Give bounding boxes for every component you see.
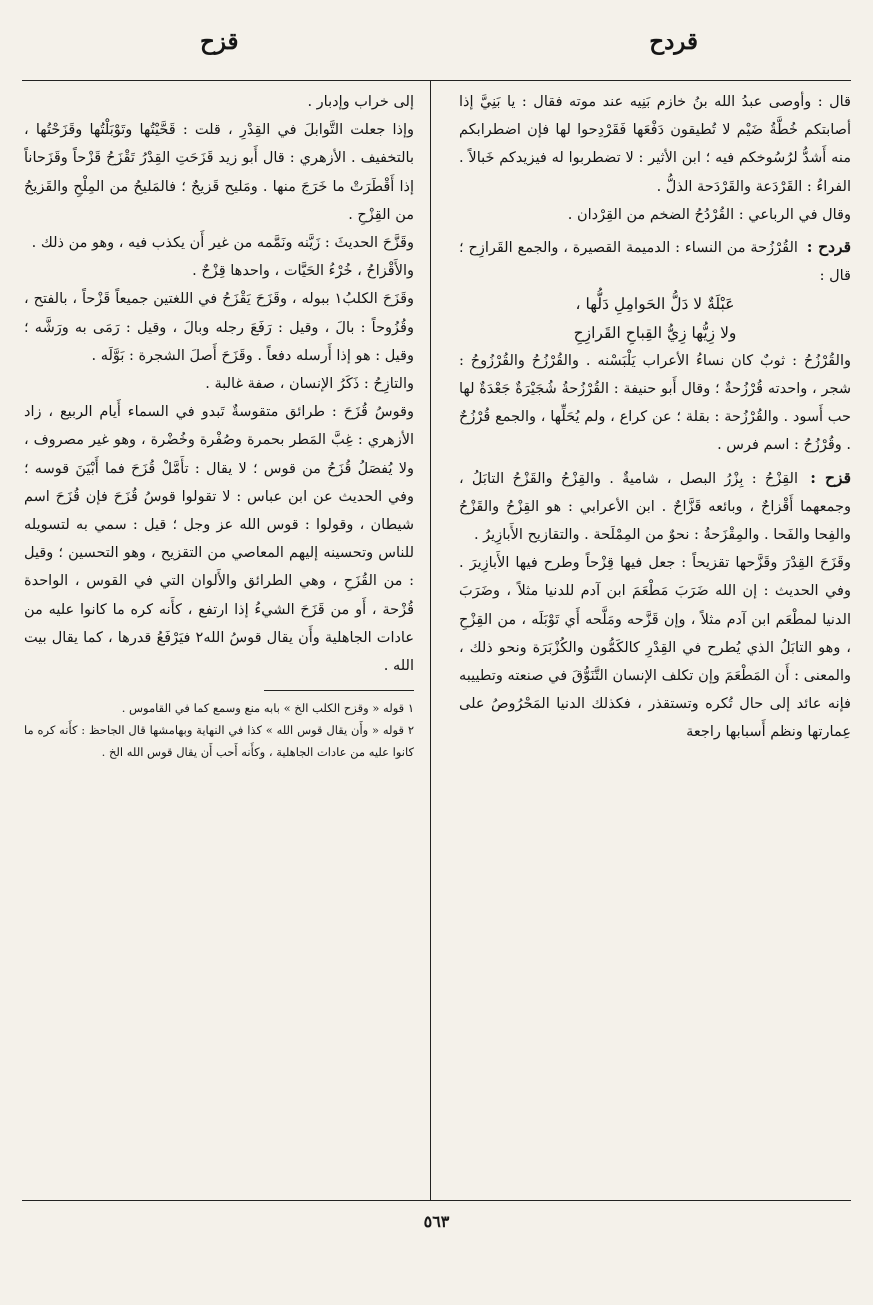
verse-line: عَبْلَةٌ لا دَلُّ الحَوامِلِ دَلُّها ، [575, 295, 735, 314]
paragraph: والتازِحُ : ذَكَرُ الإنسان ، صفة غالبة . [205, 376, 414, 393]
paragraph: وقال في الرباعي : القُرْدُحُ الضخم من القِرْدان . [567, 206, 851, 223]
entry-qazh-intro [459, 464, 851, 550]
paragraph: والقُرْزُحُ : ثوبٌ كان نساءُ الأعراب يَلْبَسْنه . والقُرْزُحُ والقُرْزُوحُ : شجر ، واحدته قُرْزُحةٌ ؛ وقال أَبو حنيفة : القُرْزُحةُ شُجَيْرَةٌ جَعْدَةٌ لها حب أَسود . والقُرْزُحة : بقلة ؛ عن كراع ، ولم يُحَلِّها ، والجمع قُرْزُحٌ . وقُرْزُحُ : اسم فرس . [459, 352, 851, 454]
header-guide-word-right: قردح [649, 28, 698, 55]
headword-qurzuh: قردح : [806, 237, 851, 257]
entry-text: القُرْزُحة من النساء : الدميمة القصيرة ، والجمع القَرازِح ؛ قال : [459, 240, 851, 285]
top-rule [22, 80, 851, 81]
footnote: ١ قوله « وقزح الكلب الخ » بابه منع وسمع كما في القاموس . [121, 701, 414, 716]
footnote: ٢ قوله « وأَن يقال قوس الله » كذا في النهاية وبهامشها قال الجاحظ : كأَنه كره ما كانوا عليه من عادات الجاهلية ، وكأَنه أَحب أَن يقال قوس الله الخ . [24, 723, 414, 760]
paragraph: وقَزَحَ الكلبُ١ ببوله ، وقَزَحَ يَقْزَحُ في اللغتين جميعاً قَزْحاً ، بالفتح ، وقُزُوحاً : بالَ ، وقيل : رَفَعَ رجله وبالَ ، وقيل : رَمَى به ورَشَّه ؛ وقيل : هو إذا أَرسله دفعاً . وقَزَحَ أَصلَ الشجرة : بَوَّلَه . [24, 291, 414, 364]
headword-qazh: قزح : [810, 467, 851, 487]
column-divider [430, 81, 431, 1200]
paragraph: وقَزَحَ القِدْرَ وقَزَّحها تقزيحاً : جعل فيها قِزْحاً وطرح فيها الأَبازِيرَ . وفي الحديث : إن الله ضَرَبَ مَطْعَمَ ابن آدم للدنيا مثلاً ، وضَرَبَ الدنيا لمطْعَم ابن آدم مثلاً ، وإن قَزَّحه ومَلَّحه أَي تَوْبَلَه ، من القِزْحِ ، وهو التابَلُ الذي يُطرح في القِدْرِ كالكَمُّون والكُزْبَرَة ونحو ذلك ، والمعنى : أَن المَطْعَمَ وإن تكلف الإنسان التَّنَوُّقَ في صنعته وتطييبه فإنه عائد إلى حال تُكره وتستقذر ، فكذلك الدنيا المَحْرُوصُ على عِمارتها ونظم أَسبابها راجعة [459, 555, 851, 741]
left-column [24, 88, 414, 1196]
paragraph: وإذا جعلت التَّوابلَ في القِدْرِ ، قلت : قَحَّيْتُها وتَوْبَلْتُها وقَزَحْتُها ، بالتخفيف . الأزهري : قال أَبو زيد قَزَحَتِ القِدْرُ تَقْزَحُ قَزْحاً وقَزَحاناً إذا أَقْطَرَتْ ما خَرَجَ منها . ومَليح قَزيحٌ ؛ فالمَليحُ من المِلْحِ والقَزيحُ من القِزْحِ . [24, 122, 414, 223]
verse-line: ولا زِيُّها زِيُّ القِباحِ القَرازِحِ [573, 323, 737, 342]
bottom-rule [22, 1200, 851, 1201]
right-column [459, 88, 851, 1196]
footnote-rule [264, 690, 414, 691]
paragraph: قال : وأوصى عبدُ الله بنُ خازم بَنِيه عند موته فقال : يا بَنِيَّ إذا أصابتكم خُطَّةُ ضَيْم لا تُطيقون دَفْعَها فَقَرْدِحوا لها فإن اضطرابكم منه أَشدُّ لرُسُوخكم فيه ؛ ابن الأثير : لا تضطربوا له فيزيدكم خَبالاً . الفراءُ : القَرْدَعة والقَرْدَحة الذلُّ . [459, 94, 851, 195]
paragraph: وقَزَّحَ الحديثَ : زَيَّنه ونَمَّمه من غير أَن يكذب فيه ، وهو من ذلك . [31, 235, 414, 252]
paragraph: إلى خراب وإدبار . [307, 94, 414, 110]
entry-text: القِزْحُ : بِزْرُ البصل ، شاميةٌ . والقِزْحُ والقَزْحُ التابَلُ ، وجمعهما أَقْزاحٌ ، وبائعه قَزَّاحٌ . ابن الأعرابي : هو القِزْحُ والقَزْحُ والفِحا والفَحا . والمِقْزَحةُ : نحوٌ من المِمْلَحة . والتقازيح الأَبازِيرُ . [459, 470, 851, 544]
header-guide-word-left: قزح [200, 28, 239, 55]
entry-qurzuh-intro [459, 233, 851, 290]
page-number: ٥٦٣ [423, 1212, 450, 1231]
paragraph: وقوسُ قُزَحَ : طرائق متقوسةٌ تَبدو في السماء أَيام الربيع ، زاد الأزهري : غِبَّ المَطر بحمرة وصُفْرة وخُضْرة ، وهو غير مصروف ، ولا يُفصَلُ قُزَحُ من قوس ؛ لا يقال : تأَمَّلْ قُزَحَ فما أَبْيَنَ قوسه ؛ وفي الحديث عن ابن عباس : لا تقولوا قوسُ قُزَحَ فإن قُزَحَ اسم شيطان ، وقولوا : قوس الله عز وجل ؛ قيل : سمي به لتسويله للناس وتحسينه إليهم المعاصي من التقزيح ، وهو التحسين ؛ وقيل : من القُزَحِ ، وهي الطرائق والأَلوان التي في القوس ، الواحدة قُزْحة ، أَو من قَزَحَ الشيءُ إذا ارتفع ، كأَنه كره ما كانوا عليه من عادات الجاهلية وأَن يقال قوسُ الله٢ فيَرْفَعُ قدرها ، كما يقال بيت الله . [24, 404, 414, 675]
paragraph: والأَقْزاحُ ، خُرْءُ الحَيَّات ، واحدها قِزْحٌ . [192, 263, 414, 280]
footnotes [24, 697, 414, 763]
